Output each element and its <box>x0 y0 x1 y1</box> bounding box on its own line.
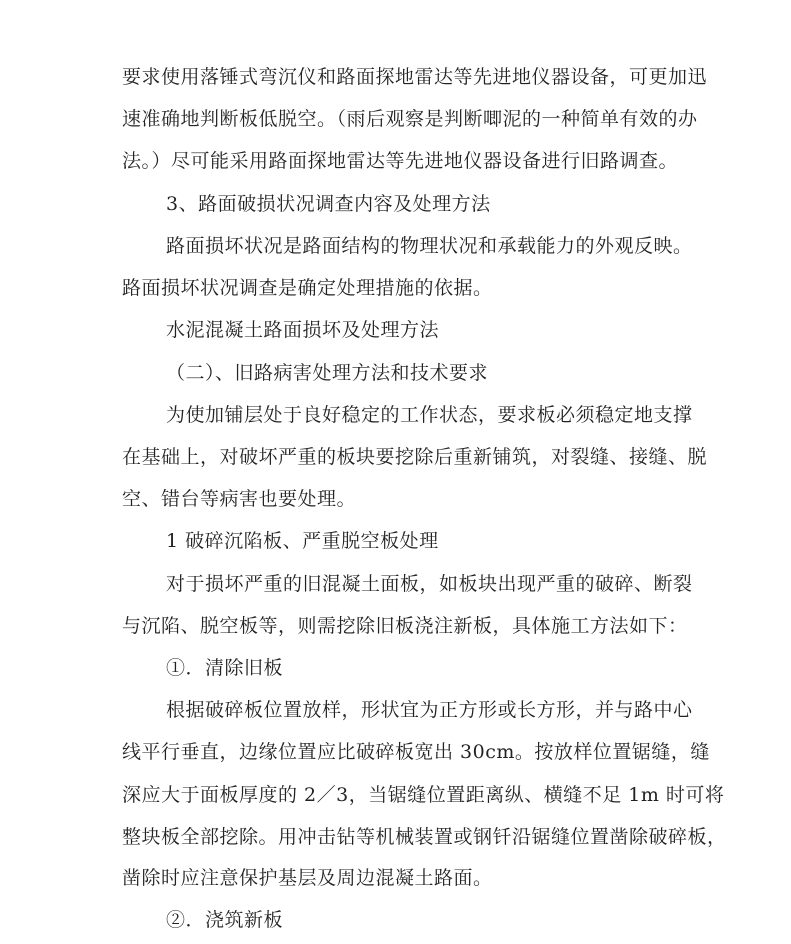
text-line: 路面损坏状况调查是确定处理措施的依据。 <box>122 277 493 299</box>
text-line: 根据破碎板位置放样，形状宜为正方形或长方形，并与路中心 <box>166 699 693 721</box>
text-line: 要求使用落锤式弯沉仪和路面探地雷达等先进地仪器设备，可更加迅 <box>122 66 708 88</box>
section-heading: 1 破碎沉陷板、严重脱空板处理 <box>166 530 439 552</box>
text-line: 深应大于面板厚度的 2／3，当锯缝位置距离纵、横缝不足 1m 时可将 <box>122 784 725 806</box>
text-line: 与沉陷、脱空板等，则需挖除旧板浇注新板，具体施工方法如下： <box>122 615 688 637</box>
section-heading: ②．浇筑新板 <box>166 909 284 931</box>
text-line: 在基础上，对破坏严重的板块要挖除后重新铺筑，对裂缝、接缝、脱 <box>122 446 708 468</box>
section-heading: ①．清除旧板 <box>166 657 284 679</box>
text-line: 为使加铺层处于良好稳定的工作状态，要求板必须稳定地支撑 <box>166 404 693 426</box>
text-line: 空、错台等病害也要处理。 <box>122 488 357 510</box>
section-heading: （二）、旧路病害处理方法和技术要求 <box>166 362 489 384</box>
text-line: 线平行垂直，边缘位置应比破碎板宽出 30cm。按放样位置锯缝，缝 <box>122 741 710 763</box>
text-line: 法。）尽可能采用路面探地雷达等先进地仪器设备进行旧路调查。 <box>122 150 679 172</box>
section-heading: 3、路面破损状况调查内容及处理方法 <box>166 193 491 215</box>
section-heading: 水泥混凝土路面损坏及处理方法 <box>166 319 440 341</box>
text-line: 路面损坏状况是路面结构的物理状况和承载能力的外观反映。 <box>166 235 693 257</box>
text-line: 速准确地判断板低脱空。（雨后观察是判断唧泥的一种简单有效的办 <box>122 108 698 130</box>
text-line: 整块板全部挖除。用冲击钻等机械装置或钢钎沿锯缝位置凿除破碎板， <box>122 826 727 848</box>
text-line: 对于损坏严重的旧混凝土面板，如板块出现严重的破碎、断裂 <box>166 573 693 595</box>
text-line: 凿除时应注意保护基层及周边混凝土路面。 <box>122 867 493 889</box>
